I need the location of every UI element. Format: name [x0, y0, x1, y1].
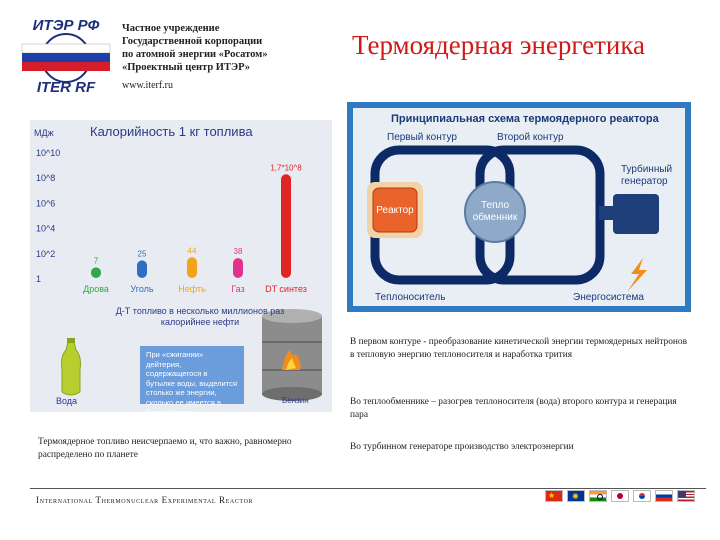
coolant-label: Теплоноситель — [375, 292, 446, 303]
turbine-label-1: Турбинный — [621, 164, 673, 175]
x-category-label: Газ — [231, 284, 245, 294]
org-line: по атомной энергии «Росатом» — [122, 49, 268, 60]
china-flag-icon: ★ — [545, 490, 563, 502]
footer-text: International Thermonuclear Experimental Reactor — [36, 495, 254, 505]
calorific-chart-panel — [30, 120, 332, 417]
member-flags — [545, 490, 695, 502]
russia-flag-icon — [655, 490, 673, 502]
y-tick-label: 10^10 — [36, 148, 61, 158]
x-category-label: Нефть — [178, 284, 206, 294]
y-tick-label: 10^8 — [36, 173, 56, 184]
heat-exchanger-label-1: Тепло — [480, 200, 510, 211]
bar-value-label: 7 — [93, 256, 99, 266]
gasoline-label: Бензин — [282, 396, 309, 405]
bar-4 — [233, 258, 243, 278]
bar-1 — [91, 267, 101, 278]
turbine-description: Во турбинном генераторе производство электроэнергии — [350, 442, 574, 452]
power-grid-label: Энергосистема — [573, 292, 644, 303]
bar-value-label: 25 — [137, 249, 147, 259]
org-line: Частное учреждение — [122, 23, 220, 34]
japan-flag-icon — [611, 490, 629, 502]
heat-exchanger-description: Во теплообменнике – разогрев теплоносителя (вода) второго контура и генерация пара — [350, 397, 677, 420]
bar-value-label: 38 — [233, 247, 243, 257]
india-flag-icon — [589, 490, 607, 502]
bar-5 — [281, 174, 291, 278]
y-tick-label: 10^2 — [36, 248, 56, 259]
bar-value-label: 44 — [187, 246, 197, 256]
water-label: Вода — [56, 396, 78, 406]
bar-value-label: 1,7*10^8 — [270, 163, 302, 173]
turbine-label-2: генератор — [621, 176, 668, 187]
reactor-scheme-diagram — [347, 102, 691, 312]
fuel-availability-note: Термоядерное топливо неисчерпаемо и, что важно, равномерно распределено по планете — [38, 437, 292, 460]
org-line: «Проектный центр ИТЭР» — [122, 62, 251, 73]
turbine-generator-icon — [613, 194, 659, 234]
y-tick-label: 10^6 — [36, 198, 56, 209]
y-tick-label: 10^4 — [36, 223, 56, 234]
bar-3 — [187, 257, 197, 278]
y-axis-label: МДж — [34, 128, 54, 138]
eu-flag-icon: ✺ — [567, 490, 585, 502]
bar-2 — [137, 260, 147, 278]
x-category-label: DT синтез — [265, 284, 307, 294]
org-line: Государственной корпорации — [122, 36, 263, 47]
y-tick-label: 1 — [36, 274, 42, 284]
x-category-label: Уголь — [130, 284, 154, 294]
heat-exchanger-label-2: обменник — [472, 212, 518, 223]
loop1-label: Первый контур — [387, 132, 457, 143]
diagram-title: Принципиальная схема термоядерного реактора — [391, 113, 659, 125]
x-category-label: Дрова — [83, 284, 109, 294]
chart-title: Калорийность 1 кг топлива — [90, 124, 253, 139]
logo-top-text: ИТЭР РФ — [32, 17, 100, 34]
iter-rf-logo — [18, 14, 114, 96]
deuterium-info-box: При «сжигании» дейтерия, содержащегося в бутылке воды, выделится столько же энергии, сколько ее имеется в бочке бензина — [140, 346, 244, 404]
reactor-label: Реактор — [376, 205, 414, 216]
logo-bottom-text: ITER RF — [36, 79, 96, 96]
primary-loop-description: В первом контуре - преобразование кинетической энергии термоядерных нейтронов в тепловую энергию теплоносителя и наработка трития — [350, 337, 688, 360]
usa-flag-icon — [677, 490, 695, 502]
organization-name — [122, 22, 322, 74]
org-url-link[interactable]: www.iterf.ru — [122, 80, 174, 91]
loop2-label: Второй контур — [497, 132, 564, 143]
water-bottle-icon — [62, 338, 81, 395]
korea-flag-icon — [633, 490, 651, 502]
footer-divider — [30, 488, 706, 489]
page-title: Термоядерная энергетика — [352, 30, 646, 60]
dt-fuel-note: Д-Т топливо в несколько миллионов раз калорийнее нефти — [115, 306, 285, 327]
